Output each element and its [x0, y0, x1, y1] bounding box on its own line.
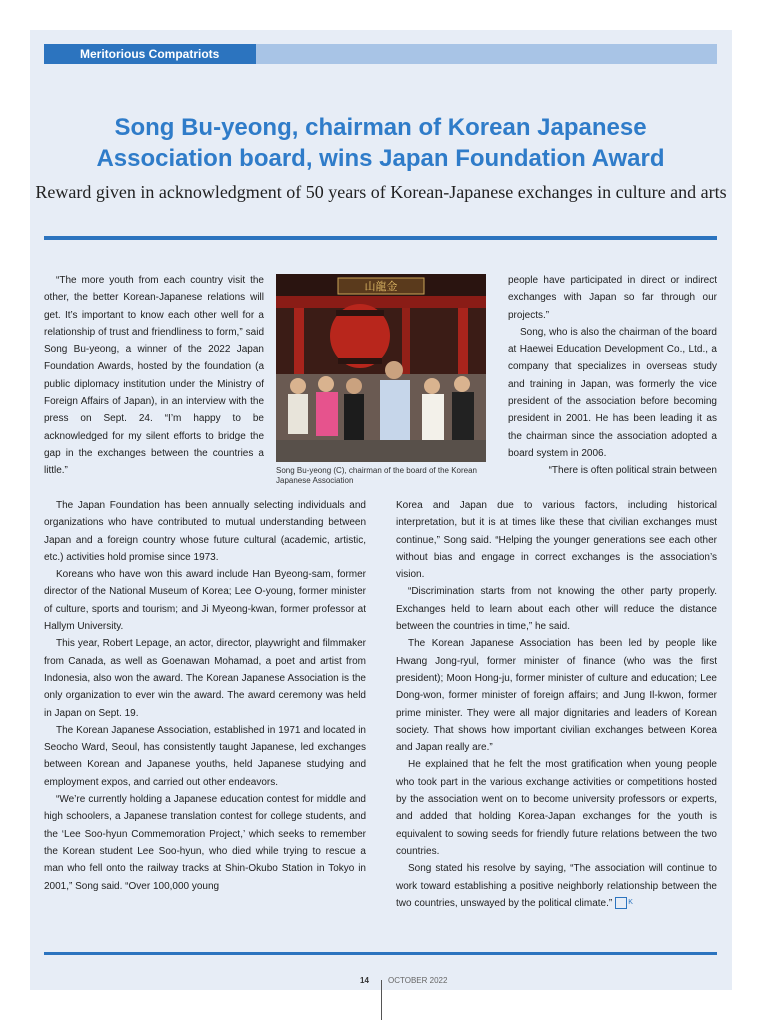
paragraph: Song, who is also the chairman of the board at Haewei Education Development Co., Ltd., a company that specializes in overseas study and training in Japan, was formerly the vice president of the association before becoming president in 2001. He has been leading it as the chairman since the association adopted a board system in 2006. [508, 326, 717, 459]
paragraph: “The more youth from each country visit the other, the better Korean-Japanese relations will get. It’s important to know each other well for a relationship of trust and friendliness to form,” said Song Bu-yeong, a winner of the 2022 Japan Foundation Awards, hosted by the foundation (a public diplomacy institution under the Ministry of Foreign Affairs of Japan), in an interview with the press on Sept. 24. “I’m happy to be acknowledged for my silent efforts to bridge the gap in the exchanges between the countries a little.” [44, 275, 264, 477]
temple-sign: 山龍金 [364, 280, 398, 293]
paragraph: He explained that he felt the most gratification when young people who took part in the various exchange activities or competitions hosted by the association went on to become university professors or experts, and added that holding Korea-Japan exchanges for the youth is equivalent to sowing seeds for friendly future relations between the two countries. [396, 759, 717, 857]
right-column-top [508, 272, 717, 480]
paragraph: The Japan Foundation has been annually selecting individuals and organizations who have contributed to mutual understanding between Japan and a foreign country whose future cultural (academic, artistic, etc.) activities hold promise since 1973. [44, 500, 366, 563]
temple-group-photo [276, 274, 486, 462]
footer-rule [44, 952, 717, 955]
folio-divider [381, 980, 382, 1020]
header-rule [44, 236, 717, 240]
left-column-main [44, 497, 366, 895]
paragraph: The Korean Japanese Association has been led by people like Hwang Jong-ryul, former minister of finance (who was the first president); Moon Hong-ju, former minister of culture and education; Lee Dong-won, former minister of foreign affairs; and Jung Il-kwon, former prime minister. They were all major dignitaries and leaders of Korean society. That shows how important civilian exchanges between Korea and Japan really are.” [396, 638, 717, 754]
page-number: 14 [360, 976, 369, 985]
paragraph: “We’re currently holding a Japanese education contest for middle and high schoolers, a Japanese translation contest for college students, and the ‘Lee Soo-hyun Commemoration Project,’ which seeks to remember the Korean student Lee Soo-hyun, who died while trying to rescue a man who fell onto the railway tracks at Shin-Okubo Station in Tokyo in 2001,” Song said. “Over 100,000 young [44, 794, 366, 892]
paragraph: “Discrimination starts from not knowing the other party properly. Exchanges held to learn about each other will reduce the distance between the countries in time,” he said. [396, 586, 717, 633]
paragraph: The Korean Japanese Association, established in 1971 and located in Seocho Ward, Seoul, has consistently taught Japanese, led exchanges between Korean and Japanese youths, held Japanese studying and employment expos, and carried out other endeavors. [44, 724, 366, 788]
article-title: Song Bu-yeong, chairman of Korean Japanese Association board, wins Japan Foundation Award [96, 114, 665, 172]
photo-caption: Song Bu-yeong (C), chairman of the board of the Korean Japanese Association [276, 466, 478, 485]
paragraph: Koreans who have won this award include Han Byeong-sam, former director of the National Museum of Korea; Lee O-young, former minister of culture, sports and tourism; and Ji Myeong-kwan, former professor at Hallym University. [44, 569, 366, 633]
article-subtitle: Reward given in acknowledgment of 50 years of Korean-Japanese exchanges in culture and arts [35, 182, 727, 202]
paragraph: people have participated in direct or indirect exchanges with Japan so far through our projects.” [508, 275, 717, 321]
left-column-top [44, 272, 264, 480]
paragraph [396, 860, 717, 912]
section-label: Meritorious Compatriots [44, 44, 256, 64]
issue-date: OCTOBER 2022 [388, 976, 448, 985]
end-of-article-icon: K [615, 897, 627, 909]
closing-paragraph-text: Song stated his resolve by saying, “The association will continue to work toward establishing a positive neighborly relationship between the two countries, unswayed by the political climate.” [396, 863, 717, 909]
paragraph: “There is often political strain between [548, 465, 717, 477]
right-column-main [396, 497, 717, 912]
paragraph: This year, Robert Lepage, an actor, director, playwright and filmmaker from Canada, as well as Goenawan Mohamad, a poet and artist from Indonesia, also won the award. The Korean Japanese Association is the only organization to ever win the award. The award ceremony was held in Japan on Sept. 19. [44, 638, 366, 719]
paragraph: Korea and Japan due to various factors, including historical interpretation, but it is at times like these that civilian exchanges must continue,” Song said. “Helping the younger generations see each other without bias and engage in correct exchanges is the association’s vision. [396, 500, 717, 581]
article-photo [276, 274, 486, 462]
